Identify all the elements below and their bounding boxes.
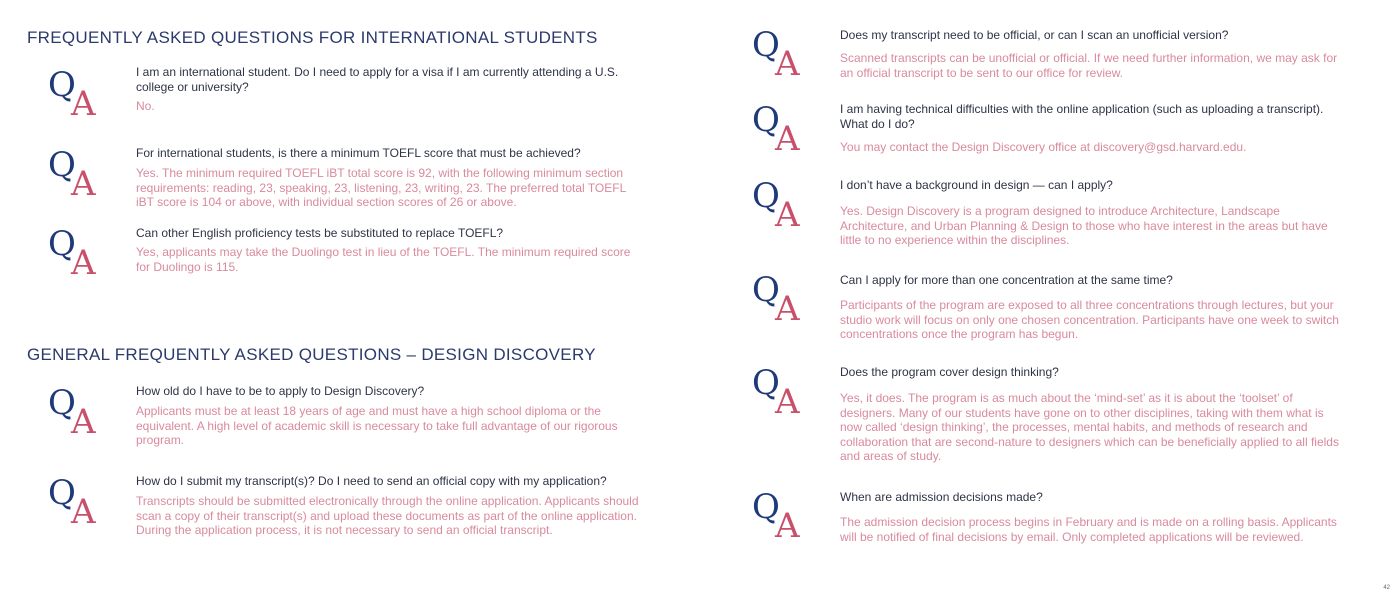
qa-logo-icon xyxy=(48,383,108,442)
faq-question: Does the program cover design thinking? xyxy=(840,365,1059,379)
faq-answer: Yes, applicants may take the Duolingo test in lieu of the TOEFL. The minimum required score for Duolingo is 115. xyxy=(136,245,631,274)
qa-logo-q: Q xyxy=(48,383,76,423)
faq-question: Does my transcript need to be official, or can I scan an unofficial version? xyxy=(840,28,1229,42)
section-title-international: FREQUENTLY ASKED QUESTIONS FOR INTERNATIONAL STUDENTS xyxy=(27,28,598,47)
qa-logo-icon xyxy=(752,25,812,84)
qa-logo-q: Q xyxy=(48,224,76,264)
qa-logo-a: A xyxy=(71,402,96,442)
qa-logo-icon xyxy=(752,176,812,235)
faq-question: Can I apply for more than one concentration at the same time? xyxy=(840,273,1173,287)
qa-logo-q: Q xyxy=(48,145,76,185)
qa-logo-q: Q xyxy=(752,100,780,140)
faq-answer: You may contact the Design Discovery office at discovery@gsd.harvard.edu. xyxy=(840,140,1247,154)
page-number: 42 xyxy=(1383,585,1390,591)
qa-logo-a: A xyxy=(775,289,800,329)
qa-logo-a: A xyxy=(71,84,96,124)
qa-logo-q: Q xyxy=(48,65,76,105)
faq-answer: Applicants must be at least 18 years of age and must have a high school diploma or the equivalent. A high level of academic skill is necessary to take full advantage of our rigorous program. xyxy=(136,404,618,447)
faq-question: How old do I have to be to apply to Design Discovery? xyxy=(136,384,425,398)
faq-answer: Yes. The minimum required TOEFL iBT total score is 92, with the following minimum section requirements: reading, 23, speaking, 23, listening, 23, writing, 23. The preferred total TOEFL iBT score is 104 or above, with individual section scores of 26 or above. xyxy=(136,166,626,209)
faq-answer: Transcripts should be submitted electronically through the online application. Applicants should scan a copy of their transcript(s) and upload these documents as part of the online application. During the application process, it is not necessary to send an official transcript. xyxy=(136,494,639,537)
qa-logo-icon xyxy=(48,473,108,532)
qa-logo-a: A xyxy=(775,44,800,84)
qa-logo-q: Q xyxy=(752,25,780,65)
faq-answer: Scanned transcripts can be unofficial or official. If we need further information, we may ask for an official transcript to be sent to our office for review. xyxy=(840,51,1338,80)
qa-logo-icon xyxy=(752,487,812,546)
qa-logo-a: A xyxy=(71,164,96,204)
faq-question: I am having technical difficulties with the online application (such as uploading a transcript). What do I do? xyxy=(840,102,1324,131)
faq-question: When are admission decisions made? xyxy=(840,490,1043,504)
faq-question: I don’t have a background in design — can I apply? xyxy=(840,178,1113,192)
qa-logo-icon xyxy=(48,224,108,283)
section-title-general: GENERAL FREQUENTLY ASKED QUESTIONS – DESIGN DISCOVERY xyxy=(27,345,596,364)
qa-logo-q: Q xyxy=(752,363,780,403)
qa-logo-a: A xyxy=(775,119,800,159)
qa-logo-a: A xyxy=(71,243,96,283)
faq-question: How do I submit my transcript(s)? Do I need to send an official copy with my application? xyxy=(136,474,607,488)
qa-logo-a: A xyxy=(775,506,800,546)
faq-answer: Yes, it does. The program is as much about the ‘mind-set’ as it is about the ‘toolset’ of designers. Many of our students have gone on to other disciplines, taking with them what is now called ‘design thinking’, the processes, mental habits, and methods of research and collaboration that are second-nature to designers which can be beneficially applied to all fields and areas of study. xyxy=(840,391,1339,463)
qa-logo-q: Q xyxy=(752,487,780,527)
qa-logo-a: A xyxy=(71,492,96,532)
qa-logo-icon xyxy=(48,65,108,124)
faq-answer: No. xyxy=(136,99,155,113)
qa-logo-icon xyxy=(48,145,108,204)
qa-logo-q: Q xyxy=(752,270,780,310)
qa-logo-icon xyxy=(752,100,812,159)
qa-logo-a: A xyxy=(775,382,800,422)
qa-logo-a: A xyxy=(775,195,800,235)
faq-answer: Yes. Design Discovery is a program designed to introduce Architecture, Landscape Architecture, and Urban Planning & Design to those who have interest in the areas but have little to no experience within the disciplines. xyxy=(840,204,1328,247)
qa-logo-q: Q xyxy=(752,176,780,216)
qa-logo-q: Q xyxy=(48,473,76,513)
qa-logo-icon xyxy=(752,270,812,329)
faq-question: Can other English proficiency tests be substituted to replace TOEFL? xyxy=(136,226,504,240)
faq-answer: Participants of the program are exposed to all three concentrations through lectures, but your studio work will focus on only one chosen concentration. Participants have one week to switch concentrations once the program has begun. xyxy=(840,298,1339,341)
faq-question: I am an international student. Do I need to apply for a visa if I am currently attending a U.S. college or university? xyxy=(136,65,619,94)
faq-question: For international students, is there a minimum TOEFL score that must be achieved? xyxy=(136,146,581,160)
qa-logo-icon xyxy=(752,363,812,422)
faq-answer: The admission decision process begins in February and is made on a rolling basis. Applicants will be notified of final decisions by email. Only completed applications will be reviewed. xyxy=(840,515,1337,544)
